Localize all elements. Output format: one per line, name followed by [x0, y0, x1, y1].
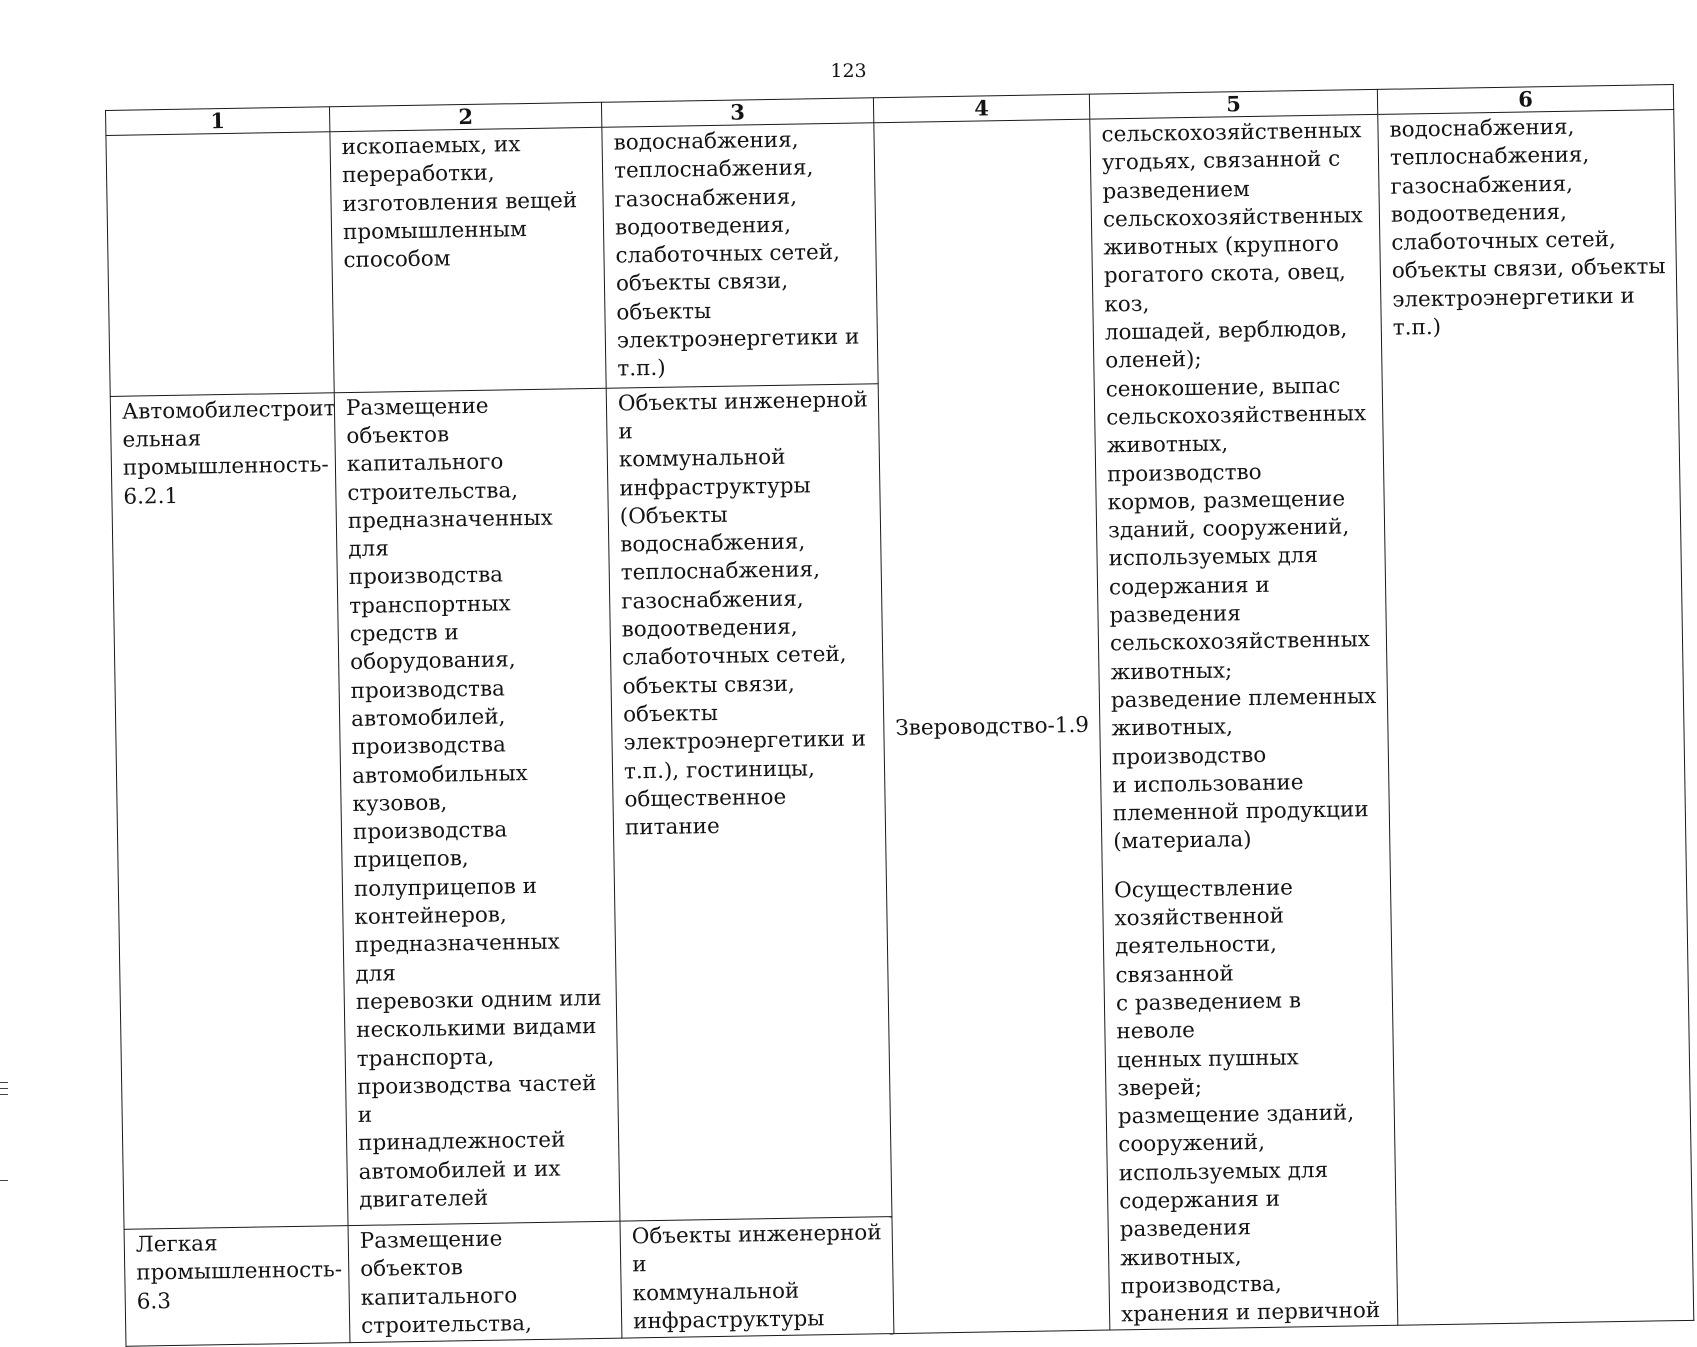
table-row	[106, 109, 1678, 396]
page-number: 123	[830, 60, 867, 82]
row1-col1-cell	[106, 132, 334, 396]
scan-edge-mark	[0, 1088, 8, 1089]
col5-cell	[1090, 114, 1398, 1330]
col6-cell: водоснабжения, теплоснабжения, газоснабжения, водоотведения, слаботочных сетей, объекты связи, объекты электроэнергетики и т.п.)	[1378, 109, 1694, 1325]
scan-edge-mark	[0, 1082, 8, 1083]
scan-edge-mark	[0, 1180, 8, 1181]
header-col-2: 2	[329, 102, 601, 132]
header-col-4: 4	[873, 94, 1089, 123]
land-use-table	[105, 84, 1694, 1347]
header-col-3: 3	[601, 98, 873, 128]
scan-edge-mark	[0, 1094, 8, 1095]
col5-text-part1: сельскохозяйственных угодьях, связанной с разведением сельскохозяйственных животных (крупного рогатого скота, овец, коз, лошадей, верблюдов, оленей); сенокошение, выпас сельскохозяйственных животных, производство кормов, размещение зданий, сооружений, используемых для содержания и разведения сельскохозяйственных животных; разведение племенных животных, производство и использование племенной продукции (материала)	[1101, 118, 1377, 855]
row2-col1-cell: Автомобилестроит ельная промышленность- 6.2.1	[110, 392, 348, 1229]
col5-text-part2: Осуществление хозяйственной деятельности, связанной с разведением в неволе ценных пушных зверей; размещение зданий, сооружений, используемых для содержания и разведения животных, производства, хранения и первичной	[1113, 875, 1381, 1328]
row2-col2-cell: Размещение объектов капитального строительства, предназначенных для производства транспортных средств и оборудования, производства автомобилей, производства автомобильных кузовов, производства прицепов, полуприцепов и контейнеров, предназначенных для перевозки одним или несколькими видами транспорта, производства частей и принадлежностей автомобилей и их двигателей	[334, 388, 620, 1226]
row3-col3-cell: Объекты инженерной и коммунальной инфраструктуры	[620, 1217, 894, 1339]
row3-col2-cell: Размещение объектов капитального строительства,	[348, 1221, 622, 1343]
row1-col3-cell: водоснабжения, теплоснабжения, газоснабжения, водоотведения, слаботочных сетей, объекты связи, объекты электроэнергетики и т.п.)	[602, 123, 878, 388]
col4-cell: Звероводство-1.9	[874, 119, 1110, 1334]
header-col-6: 6	[1377, 84, 1673, 114]
row1-col2-cell: ископаемых, их переработки, изготовления вещей промышленным способом	[330, 127, 606, 392]
row2-col3-cell: Объекты инженерной и коммунальной инфраструктуры (Объекты водоснабжения, теплоснабжения, газоснабжения, водоотведения, слаботочных сетей, объекты связи, объекты электроэнергетики и т.п.), гостиницы, общественное питание	[606, 383, 892, 1221]
row3-col1-cell: Легкая промышленность- 6.3	[124, 1226, 350, 1347]
header-col-1: 1	[106, 107, 330, 136]
table-sheet	[105, 84, 1694, 1347]
header-col-5: 5	[1089, 89, 1377, 119]
